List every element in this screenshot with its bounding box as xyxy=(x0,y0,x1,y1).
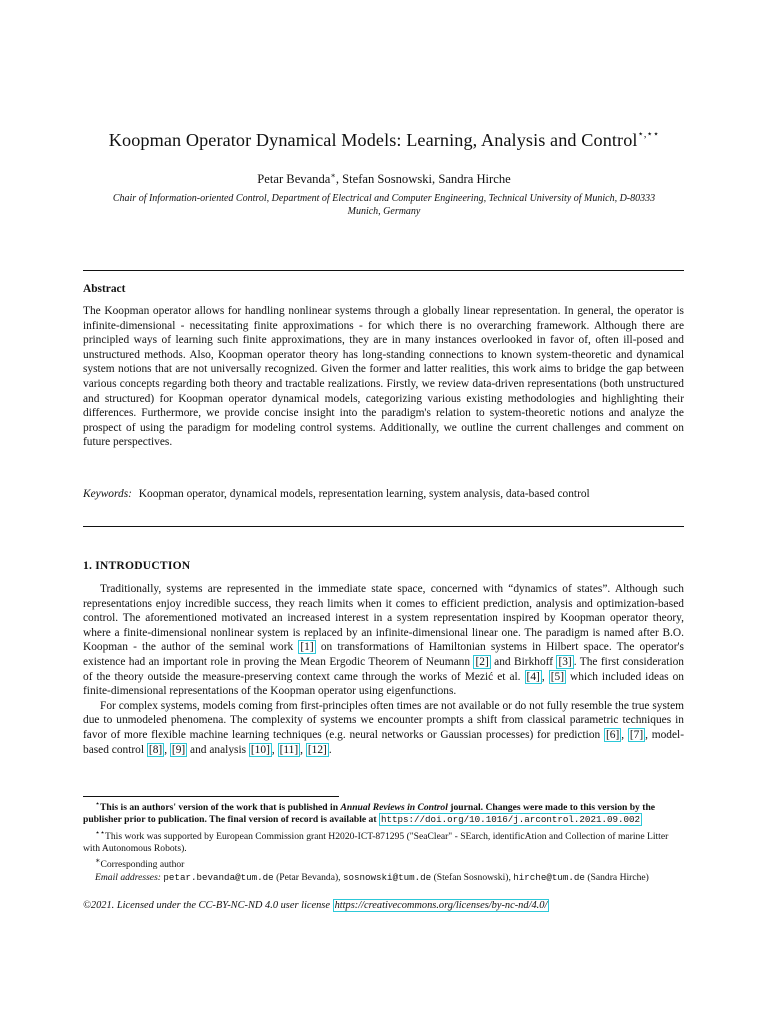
citation-link[interactable]: [8] xyxy=(148,743,163,756)
keywords xyxy=(83,487,684,502)
title-footnote-marks: ⋆,⋆⋆ xyxy=(637,129,660,140)
abstract-heading: Abstract xyxy=(83,283,126,295)
citation-link[interactable]: [5] xyxy=(550,670,565,683)
email-link[interactable]: petar.bevanda@tum.de xyxy=(163,871,274,883)
keywords-label: Keywords: xyxy=(83,488,132,500)
footnote-2: ⋆⋆This work was supported by European Commission grant H2020-ICT-871295 ("SeaClear" - SEarch, identificAtion and Collection of marine Litter with Autonomous Robots). xyxy=(83,827,669,854)
citation-link[interactable]: [10] xyxy=(250,743,270,756)
email-link[interactable]: hirche@tum.de xyxy=(513,871,585,883)
footnote-3: ∗Corresponding author xyxy=(95,856,185,871)
footnote-1: ⋆This is an authors' version of the work that is published in Annual Reviews in Control journal. Changes were made to this version by the publisher prior to publication. The final version of record is available at https://doi.org/10.1016/j.arcontrol.2021.09.002 xyxy=(83,799,656,826)
author-mark: ∗ xyxy=(330,171,336,180)
intro-paragraph-1: Traditionally, systems are represented in the immediate state space, concerned with “dynamics of states”. Although such representations enjoy incredible success, they reach limits when it comes to efficient prediction, analysis and optimization-based control. The aforementioned motivated an increased interest in a system representation inspired by Koopman operator theory, where a finite-dimensional nonlinear system is replaced by an infinite-dimensional linear one. The paradigm is named after B.O. Koopman - the author of the seminal work [1] on transformations of Hamiltonian systems in Hilbert space. The operator's existence had an important role in proving the Mean Ergodic Theorem of Neumann [2] and Birkhoff [3] . The first consideration of the theory outside the measure-preserving context came through the works of Mezić et al. [4] , [5] which included ideas on finite-dimensional representations of the Koopman operator using eigenfunctions. xyxy=(83,583,685,698)
footnotes xyxy=(83,798,684,884)
license-line: ©2021. Licensed under the CC-BY-NC-ND 4.0 user license https://creativecommons.org/licenses/by-nc-nd/4.0/ xyxy=(83,900,548,911)
section-heading-introduction: 1. INTRODUCTION xyxy=(83,559,191,572)
introduction-body xyxy=(83,582,684,757)
abstract-bottom-rule xyxy=(83,526,684,527)
citation-link[interactable]: [6] xyxy=(605,728,620,741)
citation-link[interactable]: [11] xyxy=(279,743,299,756)
author-name: Sandra Hirche xyxy=(438,172,511,187)
citation-link[interactable]: [12] xyxy=(307,743,327,756)
paper-title: Koopman Operator Dynamical Models: Learning, Analysis and Control⋆,⋆⋆ xyxy=(108,129,660,150)
email-label: Email addresses: xyxy=(95,871,161,883)
abstract-top-rule xyxy=(83,270,684,271)
citation-link[interactable]: [2] xyxy=(475,655,489,668)
email-link[interactable]: sosnowski@tum.de xyxy=(342,871,432,883)
license-link[interactable]: https://creativecommons.org/licenses/by-nc-nd/4.0/ xyxy=(334,900,548,911)
affiliation: Chair of Information-oriented Control, Department of Electrical and Computer Engineering, Technical University of Munich, D-80333 Munich, Germany xyxy=(112,193,656,217)
citation-link[interactable]: [9] xyxy=(171,743,186,756)
keywords-list: Koopman operator, dynamical models, representation learning, system analysis, data-based control xyxy=(138,488,590,500)
doi-link[interactable]: https://doi.org/10.1016/j.arcontrol.2021.09.002 xyxy=(380,814,641,826)
author-list: Petar Bevanda∗, Stefan Sosnowski, Sandra Hirche xyxy=(257,171,511,187)
citation-link[interactable]: [4] xyxy=(526,670,540,683)
abstract-text: The Koopman operator allows for handling nonlinear systems through a globally linear representation. In general, the operator is infinite-dimensional - necessitating finite approximations - for which there is no overarching framework. Although there are principled ways of learning such finite approximations, they are in many instances overlooked in favor of, often ill-posed and unstructured methods. Also, Koopman operator theory has long-standing connections to known system-theoretic and dynamical system notions that are not universally recognized. Given the former and latter realities, this work aims to bridge the gap between various concepts regarding both theory and tractable realizations. Firstly, we review data-driven representations (both unstructured and structured) for Koopman operator dynamical models, categorizing various existing methodologies and highlighting their differences. Furthermore, we provide concise insight into the paradigm's relation to system-theoretic notions and analyze the prospect of using the paradigm for modeling control systems. Additionally, we outline the current challenges and comment on future perspectives. xyxy=(83,305,684,449)
citation-link[interactable]: [3] xyxy=(558,655,572,668)
author-name: Petar Bevanda xyxy=(257,172,331,187)
footnote-rule xyxy=(83,796,339,797)
citation-link[interactable]: [1] xyxy=(300,641,314,654)
citation-link[interactable]: [7] xyxy=(629,728,644,741)
email-addresses: Email addresses: petar.bevanda@tum.de (Petar Bevanda), sosnowski@tum.de (Stefan Sosnowski), hirche@tum.de (Sandra Hirche) xyxy=(95,871,649,883)
author-name: Stefan Sosnowski xyxy=(342,172,433,187)
intro-paragraph-2: For complex systems, models coming from first-principles often times are not available or do not fully resemble the true system due to unmodeled phenomena. The complexity of systems we encounter prompts a shift from classical parametric techniques in favor of more flexible machine learning techniques (e.g. neural networks or Gaussian processes) for prediction [6] , [7] , model-based control [8] , [9] and analysis [10] , [11] , [12] . xyxy=(83,699,685,756)
